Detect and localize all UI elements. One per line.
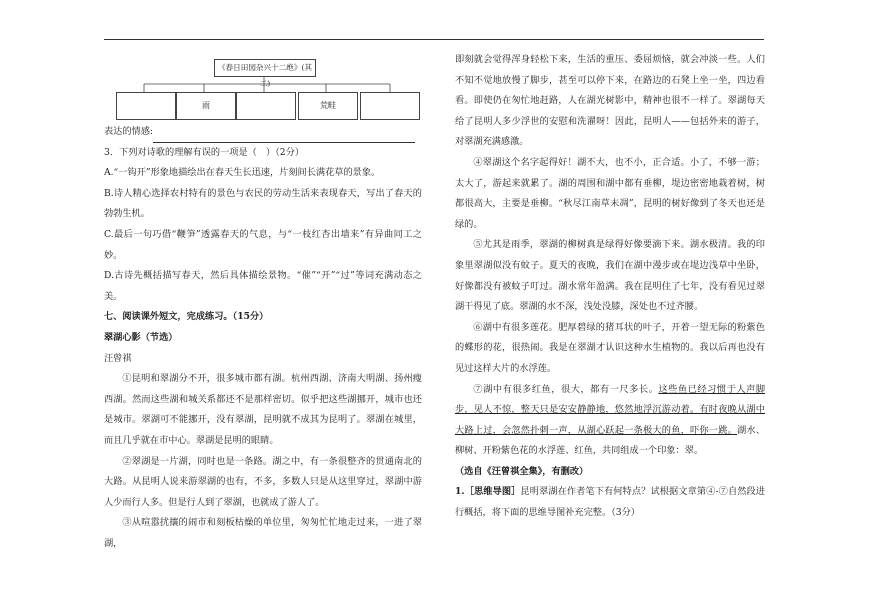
paragraph-7-underlined: 这些鱼已经习惯于人声脚步，见人不惊，整天只是安安静静地，悠然地浮沉游动着。有时夜晚从湖中大路上过，会忽然扑剌一声，从湖心跃起一条极大的鱼，吓你一跳。 xyxy=(455,383,766,436)
mindmap-box-3[interactable] xyxy=(236,92,296,120)
question-1-text: 昆明翠湖在作者笔下有何特点？试根据文章第④-⑦自然段进行概括，将下面的思维导图补充完整。（3分） xyxy=(455,486,765,519)
paragraph-2: ②翠湖是一片湖，同时也是一条路。湖之中，有一条很整齐的贯通南北的大路。从昆明人说来游翠湖的也有，不多，多数人只是从这里穿过，翠湖中游人少而行人多。但是行人到了翠湖，也就成了游人了。 xyxy=(104,455,422,508)
section-7-heading: 七、阅读课外短文，完成练习。（15分） xyxy=(104,311,269,323)
paragraph-7-end: 湖水、柳树、开粉紫色花的水浮莲、红鱼，共同组成一个印象：翠。 xyxy=(455,424,766,457)
mindmap-box-1[interactable] xyxy=(116,92,176,120)
poem-mindmap xyxy=(104,50,422,122)
mindmap-box-2[interactable]: 雨 xyxy=(176,92,236,120)
essay-author: 汪曾祺 xyxy=(104,352,132,364)
question-3: 3．下列对诗歌的理解有误的一项是（ ）（2分） xyxy=(104,146,305,158)
paragraph-1: ①昆明和翠湖分不开，很多城市都有湖。杭州西湖、济南大明湖、扬州瘦西湖。然而这些湖和城关系都还不是那样密切。似乎把这些湖挪开，城市也还是城市。翠湖可不能挪开，没有翠湖，昆明就不成其为昆明了。翠湖在城里，而且几乎就在市中心。翠湖是昆明的眼睛。 xyxy=(104,373,422,446)
top-rule xyxy=(104,39,764,40)
mindmap-box-4[interactable]: 荒畦 xyxy=(298,92,358,120)
paragraph-7 xyxy=(455,380,765,462)
paragraph-4: ④翠湖这个名字起得好！湖不大，也不小，正合适。小了，不够一游；太大了，游起来就累了。湖的周围和湖中都有垂柳，堤边密密地栽着树，树都很高大，主要是垂柳。“秋尽江南草未凋”，昆明的树好像到了冬天也还是绿的。 xyxy=(455,156,765,230)
option-a: A.“一钩开”形象地描绘出在春天生长迅速，片刻间长满花草的景象。 xyxy=(104,167,381,179)
essay-title: 翠湖心影（节选） xyxy=(104,331,178,343)
mindmap-title: 《春日田园杂兴十二绝》(其二) xyxy=(214,59,316,77)
feeling-answer-line[interactable] xyxy=(153,130,415,143)
paragraph-5: ⑤尤其是雨季，翠湖的柳树真是绿得好像要滴下来。湖水极清。我的印象里翠湖似没有蚊子。夏天的夜晚，我们在湖中漫步或在堤边浅草中坐卧，好像都没有被蚊子叮过。湖水常年盈满。我在昆明住了七年，没有看见过翠湖干得见了底。翠湖的水不深，浅处没膝，深处也不过齐腰。 xyxy=(455,239,765,313)
option-b: B.诗人精心选择农村特有的景色与农民的劳动生活来表现春天，写出了春天的勃勃生机。 xyxy=(104,187,422,220)
paragraph-6: ⑥湖中有很多莲花。肥厚碧绿的猪耳状的叶子，开着一望无际的粉紫色的蝶形的花，很热闹。我是在翠湖才认识这种水生植物的。我以后再也没有见过这样大片的水浮莲。 xyxy=(455,321,765,374)
paragraph-3-start: ③从喧嚣扰攘的闹市和刻板枯燥的单位里，匆匆忙忙地走过来，一进了翠湖， xyxy=(104,517,422,549)
left-column xyxy=(104,50,422,554)
option-c: C.最后一句巧借“鞭笋”透露春天的气息，与“一枝红杏出墙来”有异曲同工之妙。 xyxy=(104,228,422,261)
right-column xyxy=(455,50,765,524)
question-1-label: 1.［思维导图］ xyxy=(455,486,521,498)
feeling-label: 表达的情感: xyxy=(104,126,154,137)
feeling-row xyxy=(104,122,422,143)
source-note: （选自《汪曾祺全集》，有删改） xyxy=(455,465,589,477)
paragraph-3-cont: 即刻就会觉得浑身轻松下来，生活的重压、委屈烦恼，就会冲淡一些。人们不知不觉地放慢了脚步，甚至可以停下来，在路边的石凳上坐一坐，四边看看。即使仍在匆忙地赶路，人在湖光树影中，精神也很不一样了。翠湖每天给了昆明人多少浮世的安慰和洗濯呀！因此，昆明人——包括外来的游子，对翠湖充满感激。 xyxy=(455,54,765,148)
mindmap-box-5[interactable] xyxy=(360,92,420,120)
question-1 xyxy=(455,482,765,523)
paragraph-7-start: ⑦湖中有很多红鱼，很大，都有一尺多长。 xyxy=(473,383,659,395)
option-d: D.古诗先概括描写春天，然后具体描绘景物。“催”“开”“过”等词充满动态之美。 xyxy=(104,270,422,302)
